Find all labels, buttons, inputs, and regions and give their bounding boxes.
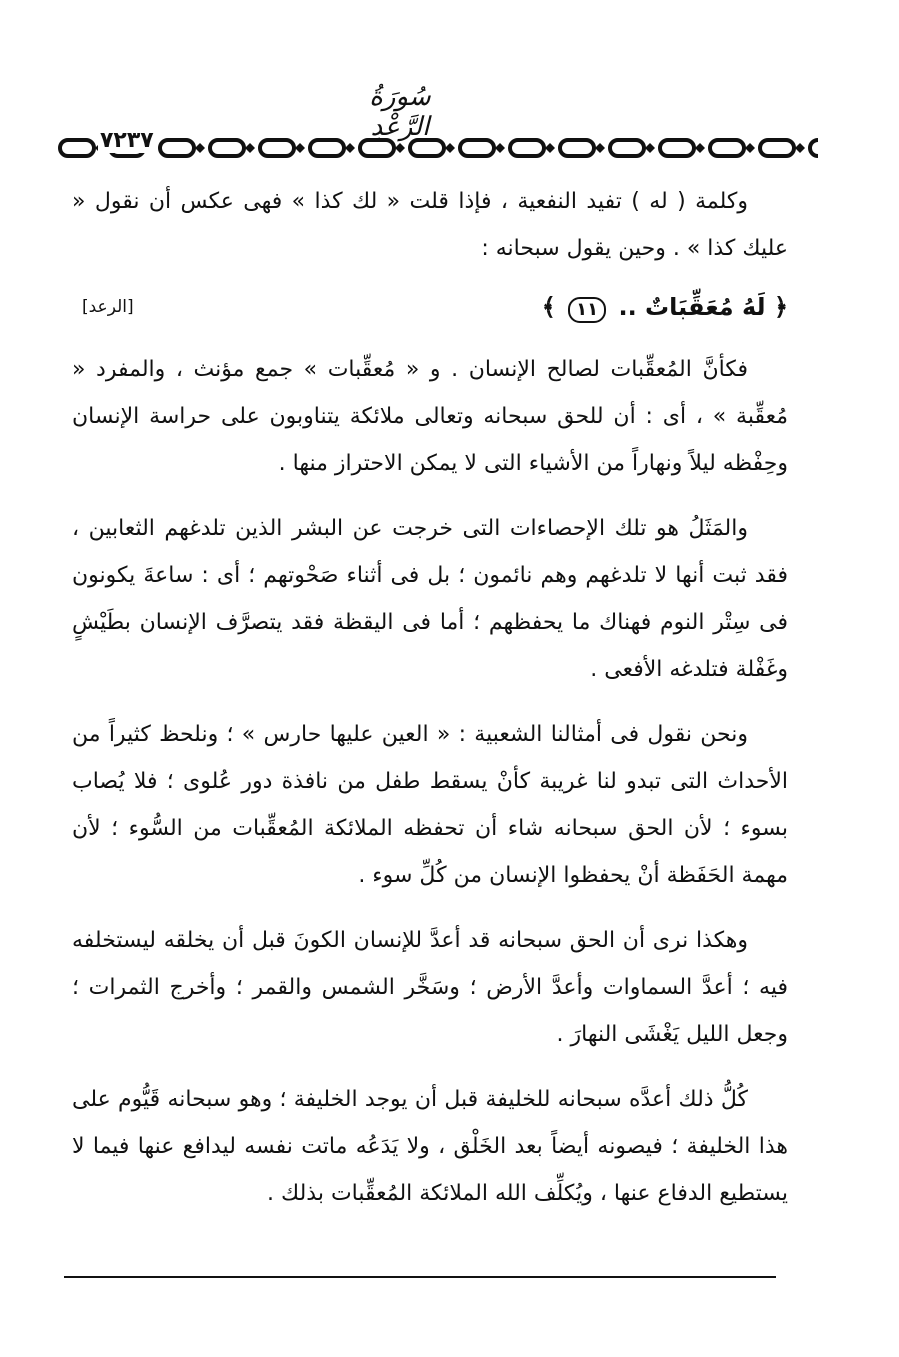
chain-link [710,140,744,156]
chain-diamond [245,143,255,153]
paragraph-1: وكلمة ( له ) تفيد النفعية ، فإذا قلت « لك كذا » فهى عكس أن نقول « عليك كذا » . وحين يقول سبحانه : [72,189,788,261]
footer-rule [64,1276,776,1278]
paragraph-4: ونحن نقول فى أمثالنا الشعبية : « العين عليها حارس » ؛ ونلحظ كثيراً من الأحداث التى تبدو لنا غريبة كأنْ يسقط طفل من نافذة دور عُلوى ؛ فلا يُصاب بسوء ؛ لأن الحق سبحانه شاء أن تحفظه الملائكة المُعقِّبات من السُّوء ؛ لأن مهمة الحَفَظة أنْ يحفظوا الإنسان من كُلِّ سوء . [72,722,788,888]
page-number: ٧٢٣٧ [100,128,154,153]
chain-diamond [695,143,705,153]
chain-link [560,140,594,156]
chain-diamond [645,143,655,153]
chain-diamond [345,143,355,153]
surah-title: سُورَةُ الرَّعْدِ [369,82,431,142]
paragraph-6: كُلُّ ذلك أعدَّه سبحانه للخليفة قبل أن يوجد الخليفة ؛ وهو سبحانه قَيُّوم على هذا الخليفة ؛ فيصونه أيضاً بعد الخَلْق ، ولا يَدَعُه ماتت نفسه ليدافع عنها فيما لا يستطيع الدفاع عنها ، ويُكلِّف الله الملائكة المُعقِّبات بذلك . [72,1087,788,1206]
chain-link [610,140,644,156]
paragraph-3: والمَثَلُ هو تلك الإحصاءات التى خرجت عن البشر الذين تلدغهم الثعابين ، فقد ثبت أنها لا تلدغهم وهم نائمون ؛ بل فى أثناء صَحْوتهم ؛ أى : ساعةَ يكونون فى سِتْر النوم فهناك ما يحفظهم ؛ أما فى اليقظة فقد يتصرَّف الإنسان بطَيْشٍ وغَفْلة فتلدغه الأفعى . [72,516,788,682]
chain-link [660,140,694,156]
quran-verse [542,284,788,331]
verse-open-bracket: ﴿ [773,292,788,321]
chain-diamond [595,143,605,153]
chain-diamond [195,143,205,153]
chain-diamond [745,143,755,153]
verse-text: لَهُ مُعَقِّبَاتٌ .. [618,292,766,321]
ornamental-border [58,128,818,168]
chain-diamond [445,143,455,153]
chain-link [160,140,194,156]
chain-diamond [395,143,405,153]
verse-reference: [الرعد] [82,296,134,317]
chain-link [760,140,794,156]
chain-link [410,140,444,156]
page-body [72,178,788,1235]
chain-link [360,140,394,156]
chain-link [260,140,294,156]
chain-link [210,140,244,156]
paragraph-5: وهكذا نرى أن الحق سبحانه قد أعدَّ للإنسان الكونَ قبل أن يخلقه ليستخلفه فيه ؛ أعدَّ السماوات وأعدَّ الأرض ؛ وسَخَّر الشمس والقمر ؛ وأخرج الثمرات ؛ وجعل الليل يَغْشَى النهارَ . [72,928,788,1047]
chain-link [810,140,818,156]
chain-link [510,140,544,156]
chain-diamond [295,143,305,153]
chain-link [460,140,494,156]
paragraph-2: فكأنَّ المُعقِّبات لصالح الإنسان . و « مُعقِّبات » جمع مؤنث ، والمفرد « مُعقِّبة » ، أى : أن للحق سبحانه وتعالى ملائكة يتناوبون على حراسة الإنسان وحِفْظه ليلاً ونهاراً من الأشياء التى لا يمكن الاحتراز منها . [72,357,788,476]
verse-number: ١١ [568,297,606,323]
verse-close-bracket: ﴾ [541,292,556,321]
chain-diamond [795,143,805,153]
chain-diamond [545,143,555,153]
chain-diamond [495,143,505,153]
chain-link [60,140,94,156]
chain-link [310,140,344,156]
verse-line [72,278,788,336]
